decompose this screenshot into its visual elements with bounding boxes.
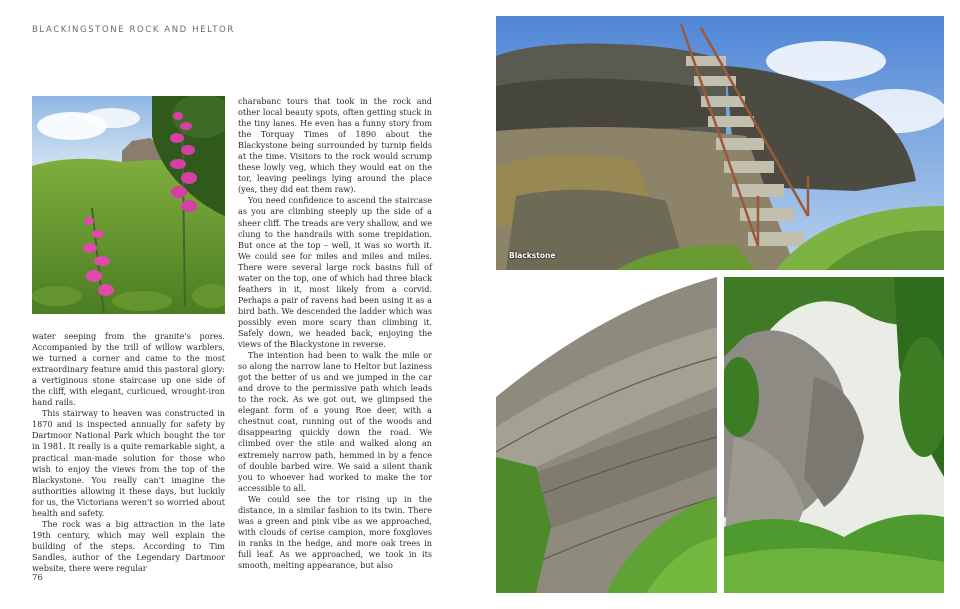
- staircase-photo: [496, 16, 944, 270]
- paragraph: charabanc tours that took in the rock and other local beauty spots, often getting stuck in the tiny lanes. He even has a funny story from the Torquay Times of 1890 about the Blackystone being surrounded by turnip fields at the time. Visitors to the rock would scrump these lowly veg, which they would eat on the tor, leaving peelings lying around the place (yes, they did eat them raw).: [238, 96, 432, 195]
- rock-face-illustration: [496, 277, 717, 593]
- rock-face-photo: [496, 277, 717, 593]
- photo-caption: Blackstone: [509, 251, 556, 260]
- foxglove-illustration: [32, 96, 225, 314]
- paragraph: The rock was a big attraction in the late 19th century, which may well explain the building of the steps. According to Tim Sandles, author of the Legendary Dartmoor website, there were regular: [32, 518, 225, 573]
- running-head: BLACKINGSTONE ROCK AND HELTOR: [32, 25, 235, 35]
- woodland-rock-photo: [724, 277, 944, 593]
- paragraph: We could see the tor rising up in the distance, in a similar fashion to its twin. There was a green and pink vibe as we approached, with clouds of cerise campion, more foxgloves in ranks in the hedge, and more oak trees in full leaf. As we approached, we took in its smooth, melting appearance, but also: [238, 493, 432, 570]
- paragraph: This stairway to heaven was constructed in 1870 and is inspected annually for safety by Dartmoor National Park which bought the tor in 1981. It really is a quite remarkable sight, a practical man-made solution for those who wish to enjoy the views from the top of the Blackystone. You really can't imagine the authorities allowing it these days, but luckily for us, the Victorians weren't so worried about health and safety.: [32, 408, 225, 518]
- paragraph: The intention had been to walk the mile or so along the narrow lane to Heltor but laziness got the better of us and we jumped in the car and drove to the permissive path which leads to the rock. As we got out, we glimpsed the elegant form of a young Roe deer, with a chestnut coat, running out of the woods and disappearing quickly down the road. We climbed over the stile and walked along an extremely narrow path, hemmed in by a fence of double barbed wire. We said a silent thank you to whoever had worked to make the tor accessible to all.: [238, 350, 432, 493]
- right-text-column: [238, 96, 432, 571]
- paragraph: water seeping from the granite's pores. Accompanied by the trill of willow warblers, we turned a corner and came to the most extraordinary feature amid this pastoral glory: a vertiginous stone staircase up one side of the cliff, with elegant, curlicued, wrought-iron hand rails.: [32, 331, 225, 408]
- left-text-column: [32, 331, 225, 574]
- staircase-illustration: [496, 16, 944, 270]
- foxglove-photo: [32, 96, 225, 314]
- page-number: 76: [32, 573, 43, 583]
- woodland-rock-illustration: [724, 277, 944, 593]
- paragraph: You need confidence to ascend the staircase as you are climbing steeply up the side of a sheer cliff. The treads are very shallow, and we clung to the handrails with some trepidation. But once at the top – well, it was so worth it. We could see for miles and miles and miles. There were several large rock basins full of water on the top, one of which had three black feathers in it, most likely from a corvid. Perhaps a pair of ravens had been using it as a bird bath. We descended the ladder which was possibly even more scary than climbing it. Safely down, we headed back, enjoying the views of the Blackystone in reverse.: [238, 195, 432, 350]
